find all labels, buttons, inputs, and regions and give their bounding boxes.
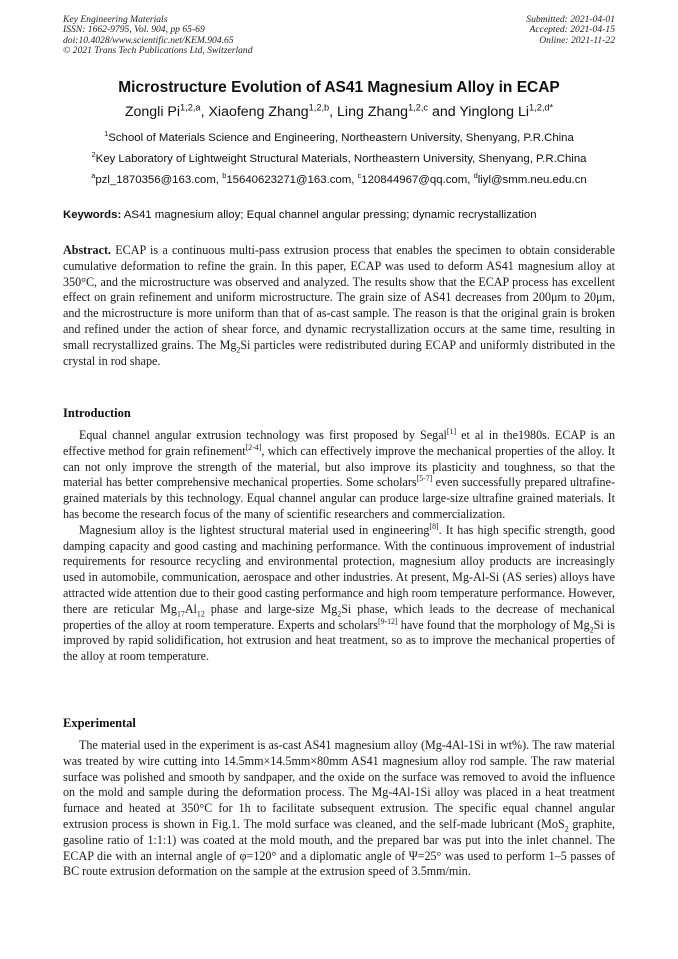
journal-copyright: © 2021 Trans Tech Publications Ltd, Switzerland bbox=[63, 45, 253, 57]
experimental-heading: Experimental bbox=[63, 716, 136, 730]
abstract-text: ECAP is a continuous multi-pass extrusion process that enables the specimen to obtain considerable cumulative deformation to refine the grain. In this paper, ECAP was used to deform AS41 magnesium alloy at 350°C, and the microstructure was observed and analyzed. The results show that the ECAP process has excellent effect on grain refinement and uniform microstructure. The grain size of AS41 decreases from 200μm to 20μm, and the microstructure is more uniform than that of as-cast sample. The reason is that the original grain is broken and refined under the action of shear force, and dynamic recrystallization occurs at the same time, resulting in small recrystallized grains. The Mg bbox=[63, 243, 615, 352]
journal-issn: ISSN: 1662-9795, Vol. 904, pp 65-69 bbox=[63, 24, 205, 36]
affiliation-mark: 2 bbox=[91, 150, 96, 160]
body-text: Equal channel angular extrusion technology was first proposed by Segal bbox=[79, 428, 447, 442]
subscript: 17 bbox=[176, 609, 185, 619]
body-text: have found that the morphology of Mg bbox=[397, 617, 590, 632]
subscript: 2 bbox=[236, 345, 241, 355]
body-text: Si phase, which leads to the decrease of mechanical properties of the alloy at room temperature. Experts and scholars bbox=[63, 601, 616, 632]
author-affiliation-mark: 1,2,d* bbox=[529, 102, 554, 113]
affiliation-text: School of Materials Science and Engineering, Northeastern University, Shenyang, P.R.China bbox=[108, 132, 574, 144]
body-text: . It has high specific strength, good damping capacity and good casting and machining performance. With the continuous improvement of industrial requirements for resource recycling and environmental protection, magnesium alloy products are increasingly used in automobile, communication, aerospace and other industries. At present, Mg-Al-Si (AS series) alloys have attracted wide attention due to their good casting performance and high room temperature performance. However, there are reticular Mg bbox=[63, 522, 615, 616]
affiliation-text: Key Laboratory of Lightweight Structural Materials, Northeastern University, Shenyang, P.R.China bbox=[95, 153, 587, 165]
body-text: The material used in the experiment is as-cast AS41 magnesium alloy (Mg-4Al-1Si in wt%). The raw material was treated by wire cutting into 14.5mm×14.5mm×80mm AS41 magnesium alloy rod sample. The raw material surface was polished and smooth by sandpaper, and the oxide on the surface was removed to avoid the influence on the mold and sample during the deformation process. The Mg-4Al-1Si alloy was placed in a heat treatment furnace and heated at 350°C for 1h to facilitate subsequent extrusion. The specific equal channel angular extrusion process is shown in Fig.1. The mold surface was cleaned, and the self-made lubricant (MoS bbox=[63, 738, 615, 831]
subscript: 2 bbox=[337, 609, 342, 619]
author-separator: , bbox=[329, 104, 338, 120]
submission-dates-header bbox=[526, 15, 615, 46]
body-text: graphite, gasoline ratio of 1:1:1) was coated at the mold mouth, and the prepared bar was put into the inlet channel. The ECAP die with an internal angle of φ=120° and a diplomatic angle of Ψ=25° was used to perform 1–5 passes of BC route extrusion deformation on the sample at the extrusion speed of 3.5mm/min. bbox=[63, 816, 615, 879]
email-link[interactable]: 120844967@qq.com bbox=[361, 174, 468, 186]
body-text: et al in the1980s. ECAP is an effective method for grain refinement bbox=[63, 428, 615, 458]
email-separator: , bbox=[467, 174, 474, 186]
submitted-date: Submitted: 2021-04-01 bbox=[526, 14, 615, 25]
author-name: Xiaofeng Zhang bbox=[208, 104, 309, 120]
accepted-date: Accepted: 2021-04-15 bbox=[529, 24, 615, 36]
abstract-label: Abstract. bbox=[63, 243, 112, 257]
email-separator: , bbox=[215, 174, 223, 186]
author-name: Ling Zhang bbox=[337, 104, 409, 120]
body-text: , which can effectively improve the mechanical properties of the alloy. It can not only improve the strength of the material, but also improve its plasticity and toughness, so that the material has better comprehensive mechanical properties. Some scholars bbox=[63, 443, 615, 490]
keywords-text: AS41 magnesium alloy; Equal channel angular pressing; dynamic recrystallization bbox=[123, 209, 537, 221]
paper-title: Microstructure Evolution of AS41 Magnesium Alloy in ECAP bbox=[118, 79, 560, 96]
author-separator: , bbox=[200, 104, 209, 120]
abstract-paragraph bbox=[63, 243, 615, 369]
author-emails bbox=[0, 171, 678, 186]
affiliation-1 bbox=[0, 129, 678, 144]
experimental-body bbox=[63, 738, 615, 880]
author-affiliation-mark: 1,2,b bbox=[308, 102, 330, 113]
subscript: 2 bbox=[589, 624, 594, 634]
email-link[interactable]: liyl@smm.neu.edu.cn bbox=[477, 174, 587, 186]
email-link[interactable]: pzl_1870356@163.com bbox=[95, 174, 216, 186]
body-text: Si is improved by rapid solidification, hot extrusion and heat treatment, so as to improve the mechanical properties of the alloy at room temperature. bbox=[63, 617, 615, 664]
abstract-text: Si particles were redistributed during ECAP and uniformly distributed in the crystal in rod shape. bbox=[63, 337, 615, 368]
subscript: 12 bbox=[196, 609, 205, 619]
email-separator: , bbox=[351, 174, 358, 186]
introduction-paragraph-2 bbox=[63, 523, 615, 665]
journal-doi[interactable]: doi:10.4028/www.scientific.net/KEM.904.65 bbox=[63, 34, 234, 46]
journal-info-header bbox=[63, 15, 253, 57]
online-date: Online: 2021-11-22 bbox=[539, 34, 615, 46]
email-mark: c bbox=[357, 171, 362, 181]
introduction-paragraph-1 bbox=[63, 428, 615, 523]
subscript: 2 bbox=[564, 824, 569, 834]
body-text: even successfully prepared ultrafine-grained materials by this technology. Equal channel angular can produce large-size ultrafine grained materials. It has become the research focus of the many of scientific researchers and commercialization. bbox=[63, 475, 615, 521]
body-text: Magnesium alloy is the lightest structural material used in engineering bbox=[79, 522, 430, 537]
author-separator: and bbox=[428, 104, 460, 120]
author-affiliation-mark: 1,2,a bbox=[180, 102, 201, 113]
citation-mark[interactable]: [5-7] bbox=[416, 474, 433, 484]
citation-mark[interactable]: [9-12] bbox=[377, 616, 398, 626]
experimental-paragraph bbox=[63, 738, 615, 880]
affiliation-mark: 1 bbox=[104, 129, 109, 139]
author-list bbox=[0, 104, 678, 120]
abstract-section bbox=[63, 243, 615, 369]
body-text: phase and large-size Mg bbox=[204, 601, 338, 616]
keywords-label: Keywords: bbox=[63, 209, 122, 221]
journal-name: Key Engineering Materials bbox=[63, 14, 168, 25]
introduction-heading: Introduction bbox=[63, 406, 131, 420]
email-mark: b bbox=[222, 171, 227, 181]
citation-mark[interactable]: [2-4] bbox=[245, 442, 262, 452]
citation-mark[interactable]: [1] bbox=[446, 426, 457, 436]
email-mark: d bbox=[473, 171, 478, 181]
affiliation-2 bbox=[0, 150, 678, 165]
email-mark: a bbox=[91, 171, 96, 181]
author-name: Yinglong Li bbox=[459, 104, 530, 120]
citation-mark[interactable]: [8] bbox=[429, 521, 439, 531]
keywords-line bbox=[63, 209, 623, 221]
introduction-body bbox=[63, 428, 615, 665]
email-link[interactable]: 15640623271@163.com bbox=[226, 174, 352, 186]
author-name: Zongli Pi bbox=[124, 104, 181, 120]
body-text: Al bbox=[184, 601, 197, 616]
author-affiliation-mark: 1,2,c bbox=[408, 102, 429, 113]
